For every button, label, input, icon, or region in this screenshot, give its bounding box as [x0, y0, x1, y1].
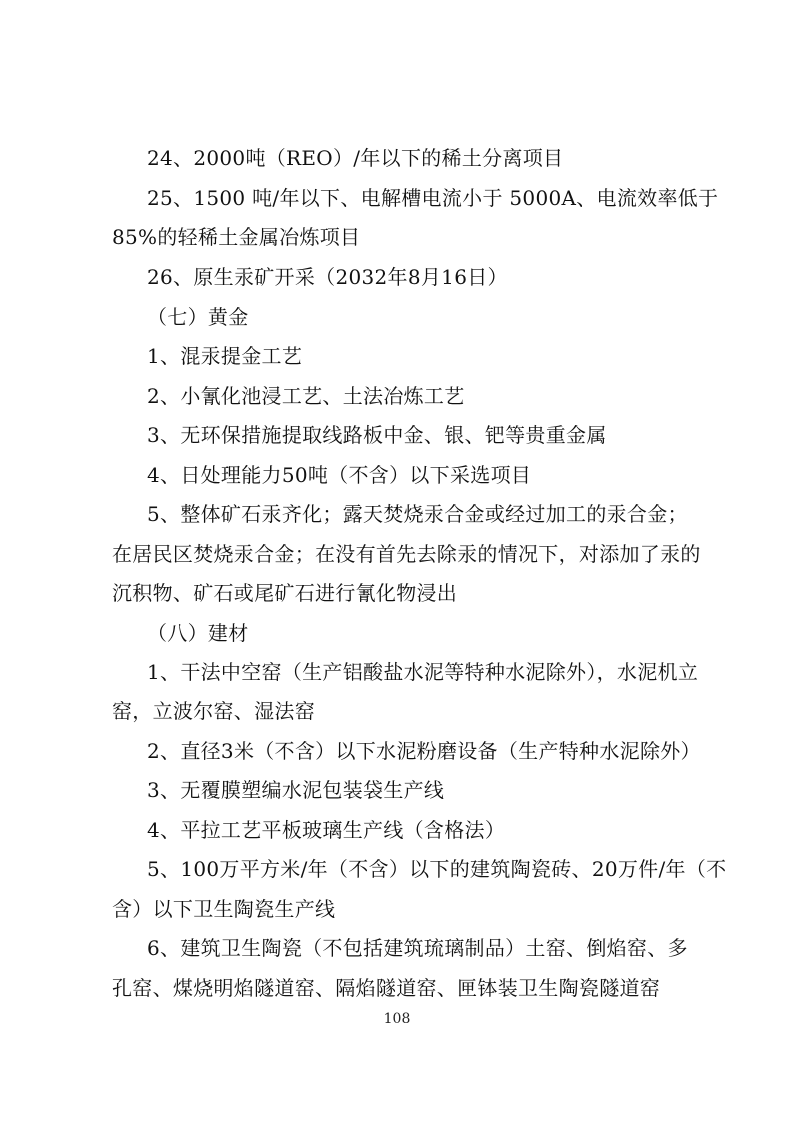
text-line-building-2: 2、直径3米（不含）以下水泥粉磨设备（生产特种水泥除外） — [147, 739, 701, 763]
section-heading-gold: （七）黄金 — [147, 305, 249, 329]
text-line-light-rare-earth-smelting-cont: 85%的轻稀土金属冶炼项目 — [112, 225, 361, 249]
text-line-gold-4: 4、日处理能力50吨（不含）以下采选项目 — [147, 463, 532, 487]
section-heading-building-materials: （八）建材 — [147, 621, 249, 645]
page-number: 108 — [383, 1011, 411, 1027]
text-line-mercury-mining: 26、原生汞矿开采（2032年8月16日） — [147, 265, 508, 289]
text-line-gold-5-cont-2: 沉积物、矿石或尾矿石进行氰化物浸出 — [112, 581, 458, 605]
text-line-building-6: 6、建筑卫生陶瓷（不包括建筑琉璃制品）土窑、倒焰窑、多 — [147, 936, 688, 960]
text-line-building-3: 3、无覆膜塑编水泥包装袋生产线 — [147, 778, 445, 802]
text-line-building-6-cont: 孔窑、煤烧明焰隧道窑、隔焰隧道窑、匣钵装卫生陶瓷隧道窑 — [112, 976, 661, 1000]
text-line-building-4: 4、平拉工艺平板玻璃生产线（含格法） — [147, 818, 506, 842]
text-line-gold-5: 5、整体矿石汞齐化；露天焚烧汞合金或经过加工的汞合金； — [147, 502, 688, 526]
text-line-light-rare-earth-smelting: 25、1500 吨/年以下、电解槽电流小于 5000A、电流效率低于 — [147, 186, 719, 210]
text-line-rare-earth-separation: 24、2000吨（REO）/年以下的稀土分离项目 — [147, 146, 564, 170]
text-line-gold-2: 2、小氰化池浸工艺、土法冶炼工艺 — [147, 384, 465, 408]
text-line-gold-3: 3、无环保措施提取线路板中金、银、钯等贵重金属 — [147, 423, 607, 447]
text-line-building-5: 5、100万平方米/年（不含）以下的建筑陶瓷砖、20万件/年（不 — [147, 857, 727, 881]
text-line-gold-5-cont-1: 在居民区焚烧汞合金；在没有首先去除汞的情况下，对添加了汞的 — [112, 542, 701, 566]
text-line-building-5-cont: 含）以下卫生陶瓷生产线 — [112, 897, 336, 921]
text-line-building-1: 1、干法中空窑（生产铝酸盐水泥等特种水泥除外），水泥机立 — [147, 660, 699, 684]
text-line-building-1-cont: 窑，立波尔窑、湿法窑 — [112, 699, 315, 723]
text-line-gold-1: 1、混汞提金工艺 — [147, 344, 303, 368]
